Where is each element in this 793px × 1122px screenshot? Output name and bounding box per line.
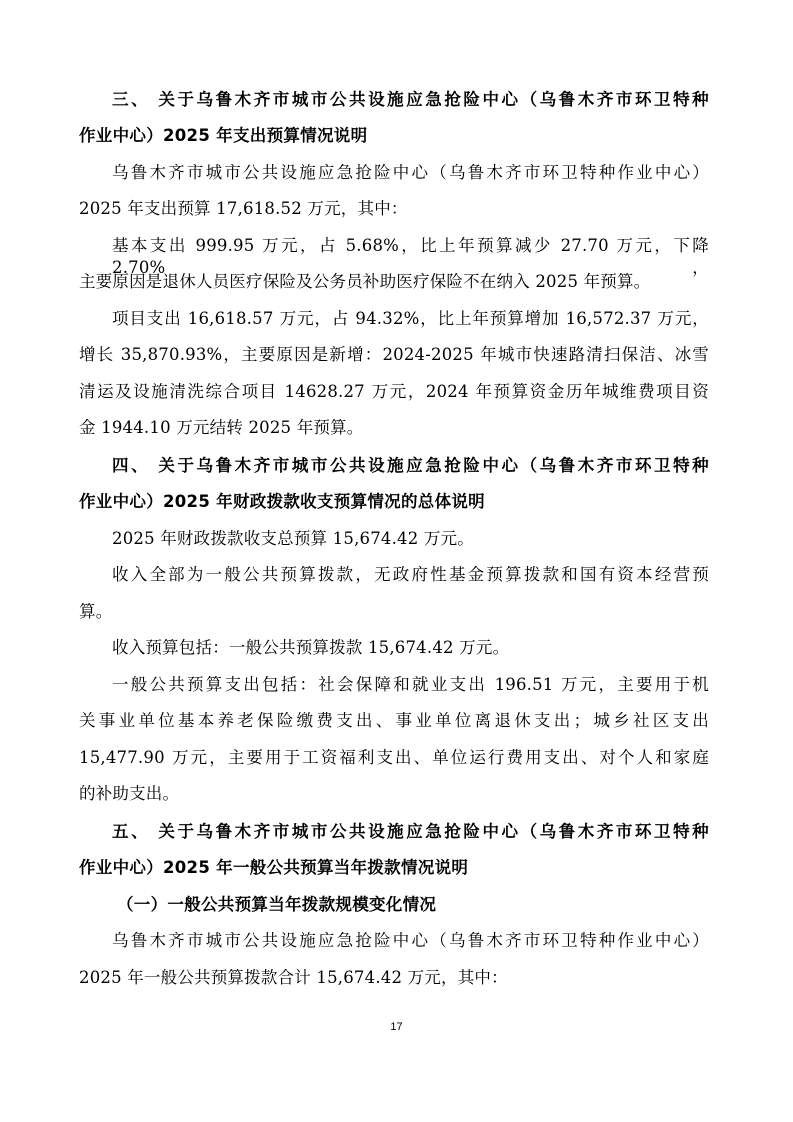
- section-4-paragraph-2-line-2: 算。: [79, 602, 113, 621]
- section-4-heading-line-2: 作业中心）2025 年财政拨款收支预算情况的总体说明: [79, 492, 485, 511]
- section-3-heading-line-2: 作业中心）2025 年支出预算情况说明: [79, 126, 368, 145]
- section-3-paragraph-1-line-2: 2025 年支出预算 17,618.52 万元，其中：: [79, 199, 408, 218]
- section-4-paragraph-2-line-1: 收入全部为一般公共预算拨款，无政府性基金预算拨款和国有资本经营预: [112, 565, 709, 584]
- section-3-paragraph-2-line-2: 主要原因是退休人员医疗保险及公务员补助医疗保险不在纳入 2025 年预算。: [79, 272, 651, 291]
- section-3-paragraph-3-line-4: 金 1944.10 万元结转 2025 年预算。: [79, 418, 364, 437]
- section-4-heading-line-1: 四、 关于乌鲁木齐市城市公共设施应急抢险中心（乌鲁木齐市环卫特种: [112, 456, 709, 475]
- section-5-paragraph-1-line-1: 乌鲁木齐市城市公共设施应急抢险中心（乌鲁木齐市环卫特种作业中心）: [112, 931, 709, 950]
- section-4-paragraph-4-line-1: 一般公共预算支出包括：社会保障和就业支出 196.51 万元，主要用于机: [112, 675, 709, 694]
- section-5-heading-line-1: 五、 关于乌鲁木齐市城市公共设施应急抢险中心（乌鲁木齐市环卫特种: [112, 822, 709, 841]
- section-3-heading-line-1: 三、 关于乌鲁木齐市城市公共设施应急抢险中心（乌鲁木齐市环卫特种: [112, 90, 709, 109]
- section-5-subheading: （一）一般公共预算当年拨款规模变化情况: [117, 895, 437, 914]
- section-4-paragraph-3: 收入预算包括：一般公共预算拨款 15,674.42 万元。: [112, 638, 510, 657]
- page-number: 17: [390, 1021, 403, 1033]
- section-3-paragraph-3-line-1: 项目支出 16,618.57 万元，占 94.32%，比上年预算增加 16,572.37 万元，: [112, 309, 709, 328]
- section-4-paragraph-4-line-4: 的补助支出。: [79, 784, 180, 803]
- section-4-paragraph-4-line-3: 15,477.90 万元，主要用于工资福利支出、单位运行费用支出、对个人和家庭: [79, 748, 709, 767]
- section-3-paragraph-3-line-2: 增长 35,870.93%，主要原因是新增：2024-2025 年城市快速路清扫保洁、冰雪: [79, 345, 709, 364]
- section-3-paragraph-2-line-1: 基本支出 999.95 万元，占 5.68%，比上年预算减少 27.70 万元，下降 2.70%，: [112, 236, 709, 277]
- section-3-paragraph-1-line-1: 乌鲁木齐市城市公共设施应急抢险中心（乌鲁木齐市环卫特种作业中心）: [112, 163, 709, 182]
- section-4-paragraph-1: 2025 年财政拨款收支总预算 15,674.42 万元。: [112, 529, 475, 548]
- section-4-paragraph-4-line-2: 关事业单位基本养老保险缴费支出、事业单位离退休支出；城乡社区支出: [79, 711, 709, 730]
- section-3-paragraph-3-line-3: 清运及设施清洗综合项目 14628.27 万元，2024 年预算资金历年城维费项目资: [79, 382, 709, 401]
- section-5-paragraph-1-line-2: 2025 年一般公共预算拨款合计 15,674.42 万元，其中：: [79, 968, 508, 987]
- section-5-heading-line-2: 作业中心）2025 年一般公共预算当年拨款情况说明: [79, 858, 469, 877]
